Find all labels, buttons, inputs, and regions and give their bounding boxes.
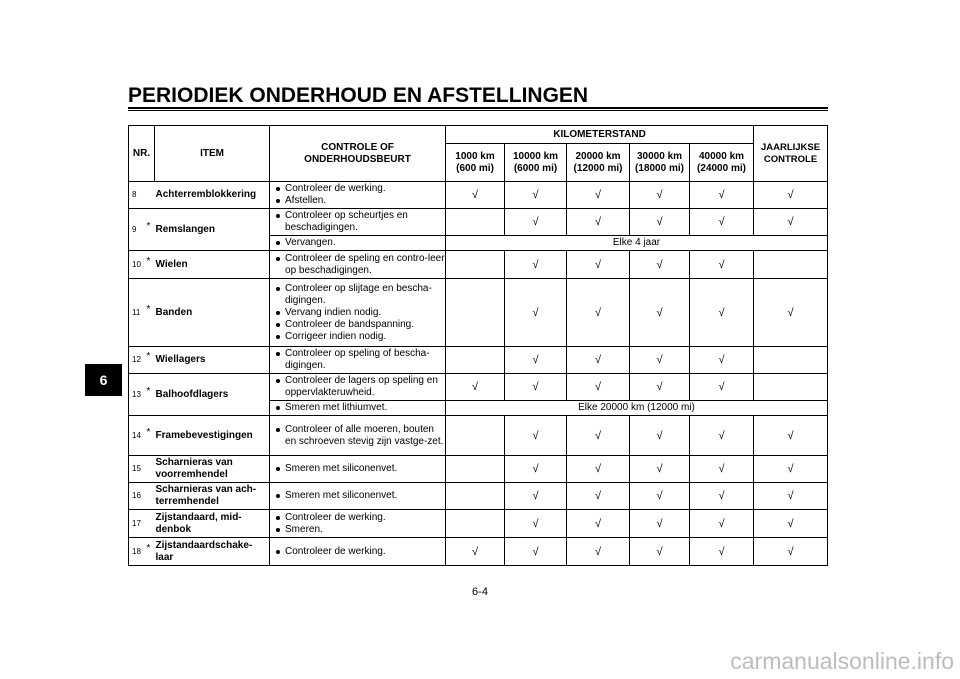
item-name: Framebevestigingen — [155, 416, 270, 456]
interval-mark: √ — [630, 279, 690, 347]
item-name: Zijstandaard, mid-denbok — [155, 510, 270, 538]
interval-mark: √ — [505, 374, 567, 401]
interval-mark — [446, 510, 505, 538]
header-mi-value: (12000 mi) — [573, 162, 623, 174]
maintenance-table — [128, 125, 828, 566]
check-list — [270, 510, 446, 538]
interval-mark: √ — [630, 209, 690, 236]
check-item: Smeren met siliconenvet. — [272, 463, 445, 475]
dealer-service-star — [146, 538, 155, 566]
interval-mark: √ — [754, 483, 828, 510]
page-number: 6-4 — [472, 586, 488, 598]
page-title: PERIODIEK ONDERHOUD EN AFSTELLINGEN — [128, 84, 589, 107]
interval-mark — [446, 347, 505, 374]
table-row — [129, 483, 828, 510]
star-mark: * — [146, 385, 151, 397]
check-item: Controleer de speling en contro-leer op beschadigingen. — [272, 253, 445, 277]
header-mi-value: (18000 mi) — [635, 162, 684, 174]
header-km-value: 1000 km — [455, 150, 495, 162]
check-list — [270, 347, 446, 374]
header-km-4 — [690, 144, 754, 182]
interval-mark: √ — [690, 416, 754, 456]
header-km-value: 30000 km — [636, 150, 683, 162]
check-list — [270, 538, 446, 566]
interval-mark: √ — [505, 182, 567, 209]
interval-mark: √ — [690, 347, 754, 374]
dealer-service-star — [146, 374, 155, 416]
chapter-tab: 6 — [85, 364, 122, 396]
check-item: Smeren met siliconenvet. — [272, 490, 445, 502]
check-item: Smeren. — [272, 524, 445, 536]
row-number: 8 — [129, 182, 146, 209]
row-number: 16 — [129, 483, 146, 510]
item-name: Scharnieras van voorremhendel — [155, 456, 270, 483]
check-item: Controleer de werking. — [272, 546, 445, 558]
interval-mark — [754, 251, 828, 279]
item-name: Zijstandaardschake-laar — [155, 538, 270, 566]
star-mark: * — [146, 220, 151, 232]
row-number: 18 — [129, 538, 146, 566]
interval-mark: √ — [630, 182, 690, 209]
check-item: Vervangen. — [272, 237, 445, 249]
dealer-service-star — [146, 251, 155, 279]
row-number: 13 — [129, 374, 146, 416]
interval-mark — [754, 347, 828, 374]
check-list — [270, 416, 446, 456]
header-km-value: 40000 km — [698, 150, 745, 162]
interval-mark: √ — [567, 347, 630, 374]
check-item: Controleer de lagers op speling en oppervlakteruwheid. — [272, 375, 445, 399]
check-item: Vervang indien nodig. — [272, 307, 445, 319]
item-name: Wiellagers — [155, 347, 270, 374]
table-row — [129, 374, 828, 401]
check-list — [270, 251, 446, 279]
row-number: 10 — [129, 251, 146, 279]
interval-mark: √ — [567, 374, 630, 401]
interval-mark: √ — [754, 538, 828, 566]
header-km-value: 20000 km — [575, 150, 621, 162]
table-row — [129, 538, 828, 566]
footer-watermark: carmanualsonline.info — [730, 648, 954, 674]
interval-mark: √ — [567, 209, 630, 236]
table-row — [129, 251, 828, 279]
item-name: Balhoofdlagers — [155, 374, 270, 416]
check-list — [270, 236, 446, 251]
check-item: Controleer op speling of bescha-digingen. — [272, 348, 445, 372]
row-number: 17 — [129, 510, 146, 538]
header-km-1 — [505, 144, 567, 182]
item-name: Wielen — [155, 251, 270, 279]
check-item: Controleer op scheurtjes en beschadigingen. — [272, 210, 445, 234]
interval-mark: √ — [690, 538, 754, 566]
interval-mark: √ — [505, 510, 567, 538]
interval-mark: √ — [630, 416, 690, 456]
interval-mark: √ — [505, 279, 567, 347]
interval-mark: √ — [630, 456, 690, 483]
interval-mark: √ — [505, 347, 567, 374]
dealer-service-star — [146, 182, 155, 209]
interval-mark: √ — [505, 416, 567, 456]
interval-mark: √ — [567, 456, 630, 483]
interval-mark: √ — [505, 456, 567, 483]
interval-mark: √ — [567, 251, 630, 279]
star-mark: * — [146, 255, 151, 267]
item-name: Banden — [155, 279, 270, 347]
check-list — [270, 374, 446, 401]
dealer-service-star — [146, 456, 155, 483]
check-list — [270, 209, 446, 236]
interval-mark — [446, 209, 505, 236]
interval-mark: √ — [754, 182, 828, 209]
check-item: Afstellen. — [272, 195, 445, 207]
star-mark: * — [146, 426, 151, 438]
check-list — [270, 279, 446, 347]
dealer-service-star — [146, 416, 155, 456]
row-number: 11 — [129, 279, 146, 347]
interval-mark: √ — [505, 538, 567, 566]
interval-mark: √ — [690, 182, 754, 209]
check-item: Controleer op slijtage en bescha-digingen. — [272, 283, 445, 307]
interval-mark: √ — [630, 347, 690, 374]
header-mi-value: (600 mi) — [456, 162, 494, 174]
dealer-service-star — [146, 510, 155, 538]
interval-mark: √ — [505, 251, 567, 279]
interval-mark: √ — [690, 209, 754, 236]
interval-span: Elke 4 jaar — [446, 236, 828, 251]
interval-mark: √ — [567, 483, 630, 510]
interval-mark: √ — [630, 374, 690, 401]
star-mark: * — [146, 351, 151, 362]
header-annual: JAARLIJKSE CONTROLE — [754, 126, 828, 182]
interval-mark — [446, 279, 505, 347]
header-mi-value: (6000 mi) — [513, 162, 558, 174]
header-mi-value: (24000 mi) — [697, 162, 746, 174]
interval-mark — [446, 416, 505, 456]
header-km-2 — [567, 144, 630, 182]
check-list — [270, 182, 446, 209]
interval-mark: √ — [630, 538, 690, 566]
header-km-3 — [630, 144, 690, 182]
title-rule-thin — [128, 110, 828, 111]
interval-span: Elke 20000 km (12000 mi) — [446, 401, 828, 416]
interval-mark: √ — [690, 456, 754, 483]
interval-mark — [754, 374, 828, 401]
interval-mark — [446, 456, 505, 483]
table-row — [129, 209, 828, 236]
star-mark: * — [146, 303, 151, 315]
row-number: 15 — [129, 456, 146, 483]
interval-mark: √ — [505, 483, 567, 510]
interval-mark: √ — [754, 510, 828, 538]
title-rule — [128, 107, 828, 109]
header-item: ITEM — [155, 126, 270, 182]
item-name: Remslangen — [155, 209, 270, 251]
check-item: Controleer de werking. — [272, 183, 445, 195]
check-list — [270, 456, 446, 483]
table-row — [129, 510, 828, 538]
check-item: Controleer de bandspanning. — [272, 319, 445, 331]
interval-mark: √ — [690, 251, 754, 279]
table-row — [129, 347, 828, 374]
row-number: 14 — [129, 416, 146, 456]
interval-mark: √ — [630, 251, 690, 279]
item-name: Scharnieras van ach-terremhendel — [155, 483, 270, 510]
dealer-service-star — [146, 279, 155, 347]
dealer-service-star — [146, 483, 155, 510]
interval-mark: √ — [567, 416, 630, 456]
interval-mark: √ — [690, 374, 754, 401]
interval-mark: √ — [446, 182, 505, 209]
interval-mark: √ — [754, 279, 828, 347]
item-name: Achterremblokkering — [155, 182, 270, 209]
header-km-value: 10000 km — [512, 150, 559, 162]
header-km-0 — [446, 144, 505, 182]
header-check: CONTROLE OF ONDERHOUDSBEURT — [270, 126, 446, 182]
interval-mark: √ — [567, 182, 630, 209]
check-item: Controleer de werking. — [272, 512, 445, 524]
interval-mark: √ — [690, 510, 754, 538]
interval-mark — [446, 483, 505, 510]
dealer-service-star — [146, 209, 155, 251]
header-odometer: KILOMETERSTAND — [446, 126, 754, 144]
interval-mark: √ — [754, 209, 828, 236]
check-list — [270, 401, 446, 416]
interval-mark: √ — [505, 209, 567, 236]
check-item: Smeren met lithiumvet. — [272, 402, 445, 414]
interval-mark: √ — [446, 374, 505, 401]
table-row — [129, 456, 828, 483]
interval-mark: √ — [567, 279, 630, 347]
interval-mark: √ — [690, 279, 754, 347]
interval-mark: √ — [567, 538, 630, 566]
row-number: 9 — [129, 209, 146, 251]
star-mark: * — [146, 542, 151, 554]
check-list — [270, 483, 446, 510]
interval-mark — [446, 251, 505, 279]
dealer-service-star — [146, 347, 155, 374]
interval-mark: √ — [567, 510, 630, 538]
interval-mark: √ — [754, 416, 828, 456]
interval-mark: √ — [446, 538, 505, 566]
interval-mark: √ — [630, 483, 690, 510]
header-nr: NR. — [129, 126, 155, 182]
table-row — [129, 279, 828, 347]
table-row — [129, 416, 828, 456]
table-row — [129, 182, 828, 209]
interval-mark: √ — [630, 510, 690, 538]
check-item: Corrigeer indien nodig. — [272, 331, 445, 343]
row-number: 12 — [129, 347, 146, 374]
check-item: Controleer of alle moeren, bouten en schroeven stevig zijn vastge-zet. — [272, 424, 445, 448]
interval-mark: √ — [690, 483, 754, 510]
interval-mark: √ — [754, 456, 828, 483]
